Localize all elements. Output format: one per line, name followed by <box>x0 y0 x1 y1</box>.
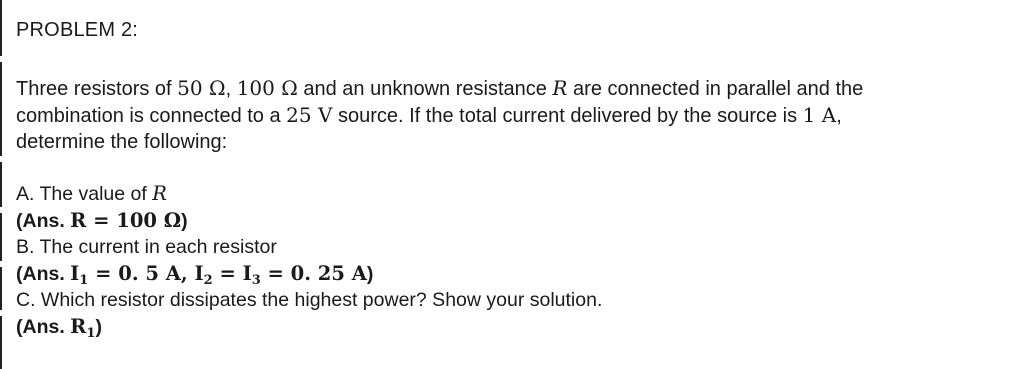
rule-gap <box>0 207 3 213</box>
question-c: C. Which resistor dissipates the highest power? Show your solution. <box>16 289 603 311</box>
rule-gap <box>0 310 3 316</box>
question-b: B. The current in each resistor <box>16 236 277 258</box>
statement-line-2: combination is connected to a 25 V source. If the total current delivered by the source is 1 A, <box>16 103 842 127</box>
rule-gap <box>0 156 3 162</box>
unknown-resistance-symbol: R <box>552 76 568 100</box>
question-a: A. The value of R <box>16 182 167 205</box>
rule-gap <box>0 56 3 62</box>
source-voltage: 25 V <box>286 103 333 127</box>
rule-gap <box>0 261 3 267</box>
problem-statement <box>16 75 1016 155</box>
resistance-value-1: 50 Ω <box>177 76 226 100</box>
answer-a: (Ans. R = 100 Ω) <box>16 208 188 232</box>
resistance-value-2: 100 Ω <box>236 76 298 100</box>
statement-line-1: Three resistors of 50 Ω, 100 Ω and an unknown resistance R are connected in parallel and the <box>16 76 864 100</box>
statement-line-3: determine the following: <box>16 131 228 153</box>
answer-b: (Ans. $I_1 = 0$. 5 A, $I_2 = I_3 = 0$. 25 A) <box>16 261 374 288</box>
question-list <box>16 181 1016 340</box>
problem-title: PROBLEM 2: <box>16 19 139 41</box>
answer-c: (Ans. $R_1$) <box>16 314 102 341</box>
total-current: 1 A <box>802 103 837 127</box>
